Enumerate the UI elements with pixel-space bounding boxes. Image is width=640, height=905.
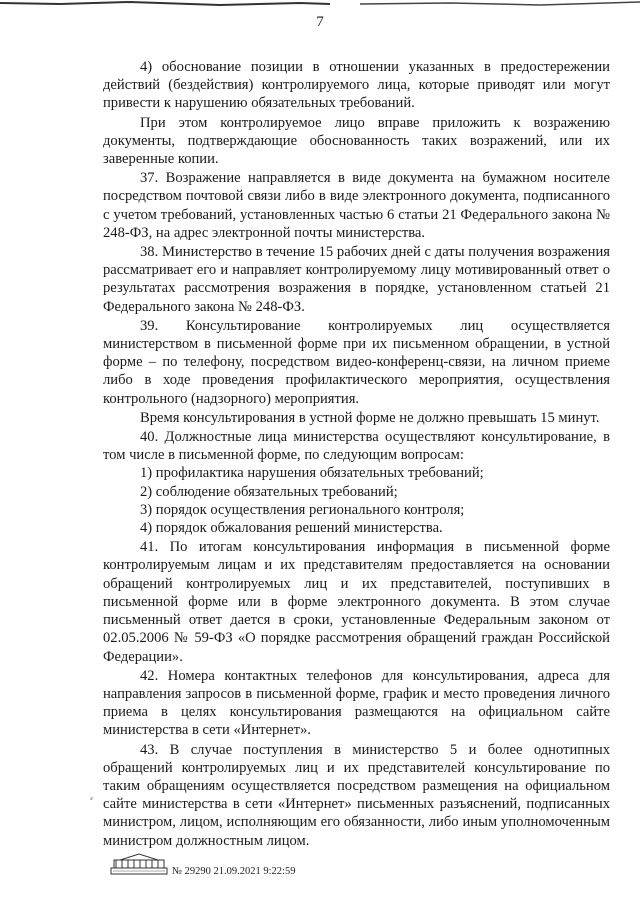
registration-stamp: № 29290 21.09.2021 9:22:59 xyxy=(172,866,296,877)
list-item: 4) порядок обжалования решений министерства. xyxy=(140,520,443,537)
paragraph: При этом контролируемое лицо вправе приложить к возражению документы, подтверждающие обоснованность таких возражений, или их заверенные копии. xyxy=(103,114,610,168)
scan-edge xyxy=(0,0,640,10)
paragraph: 4) обоснование позиции в отношении указанных в предостережении действий (бездействия) контролируемого лица, которые приводят или могут привести к нарушению обязательных требований. xyxy=(103,59,610,112)
list-item: 1) профилактика нарушения обязательных требований; xyxy=(140,465,484,482)
paragraph: Время консультирования в устной форме не должно превышать 15 минут. xyxy=(140,409,600,426)
list-item: 3) порядок осуществления регионального контроля; xyxy=(140,501,465,518)
document-body xyxy=(103,58,610,850)
paragraph-43: 43. В случае поступления в министерство 5 и более однотипных обращений контролируемых лиц и их представителей консультирование по таким обращениям осуществляется посредством размещения на официальном сайте министерства в сети «Интернет» письменных разъяснений, подписанных министром, лицом, исполняющим его обязанности, либо иным уполномоченным министром должностным лицом. xyxy=(103,741,610,849)
paragraph-40: 40. Должностные лица министерства осуществляют консультирование, в том числе в письменной форме, по следующим вопросам: xyxy=(103,429,610,464)
building-logo-icon xyxy=(110,852,168,876)
paragraph-38: 38. Министерство в течение 15 рабочих дней с даты получения возражения рассматривает его и направляет контролируемому лицу мотивированный ответ о результатах рассмотрения возражения в порядке, установленном статьей 21 Федерального закона № 248-ФЗ. xyxy=(103,244,610,315)
margin-scribble-icon: ⸗ xyxy=(90,793,93,803)
page-number: 7 xyxy=(316,14,324,30)
list-item: 2) соблюдение обязательных требований; xyxy=(140,483,398,500)
paragraph-39: 39. Консультирование контролируемых лиц осуществляется министерством в письменной форме при их письменном обращении, в устной форме – по телефону, посредством видео-конференц-связи, на личном приеме либо в ходе проведения профилактического мероприятия, осуществления контрольного (надзорного) мероприятия. xyxy=(103,317,610,407)
paragraph-37: 37. Возражение направляется в виде документа на бумажном носителе посредством почтовой связи либо в виде электронного документа, подписанного с учетом требований, установленных частью 6 статьи 21 Федерального закона № 248-ФЗ, на адрес электронной почты министерства. xyxy=(103,170,610,241)
paragraph-41: 41. По итогам консультирования информация в письменной форме контролируемым лицам и их представителям предоставляется на основании обращений контролируемых лиц и их представителей, поступивших в письменной форме или в форме электронного документа. В этом случае письменный ответ дается в сроки, установленные Федеральным законом от 02.05.2006 № 59-ФЗ «О порядке рассмотрения обращений граждан Российской Федерации». xyxy=(103,539,610,665)
paragraph-42: 42. Номера контактных телефонов для консультирования, адреса для направления запросов в письменной форме, график и место проведения личного приема в целях консультирования размещаются на официальном сайте министерства в сети «Интернет». xyxy=(103,667,610,739)
